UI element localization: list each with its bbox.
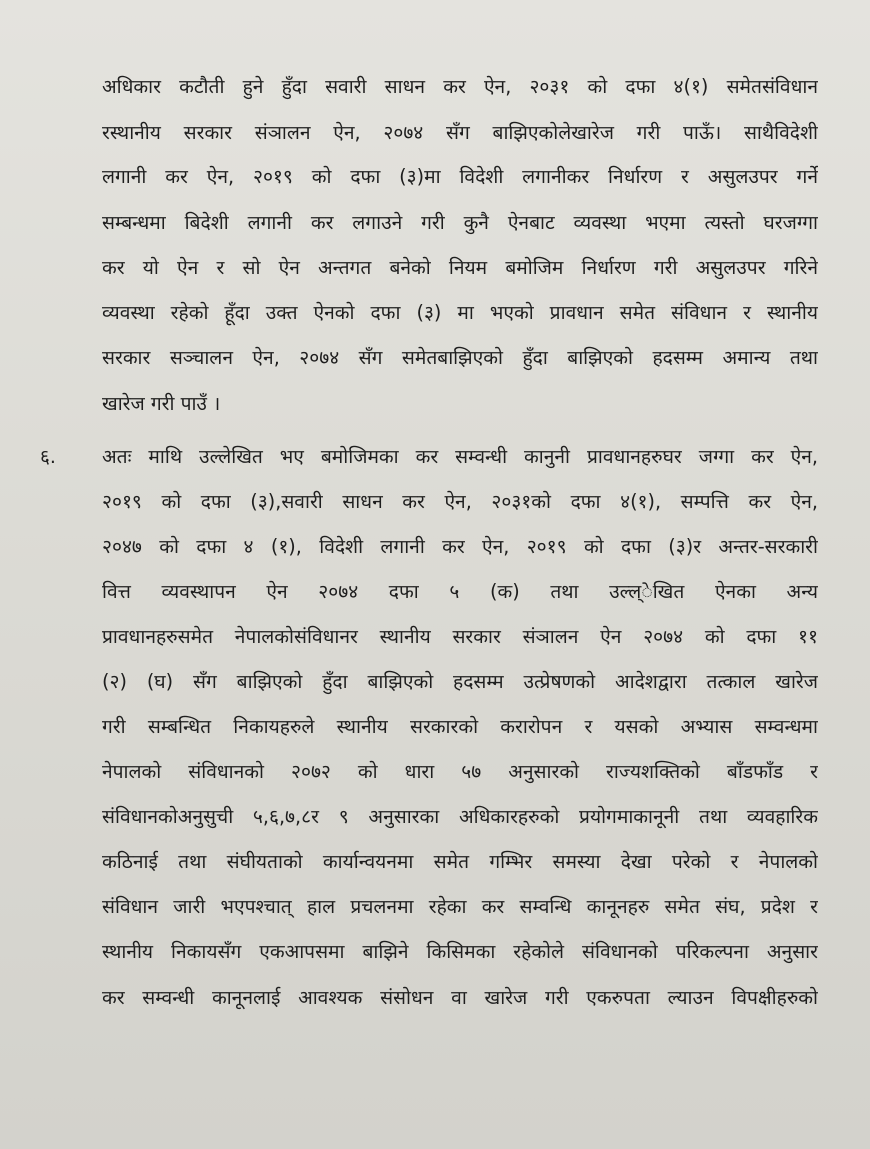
paragraph-number: ६.	[40, 446, 56, 468]
paragraph-2-line-11: संविधान जारी भएपश्चात् हाल प्रचलनमा रहेका कर सम्वन्धि कानूनहरु समेत संघ, प्रदेश र	[102, 895, 818, 918]
paragraph-2-line-7: गरी सम्बन्धित निकायहरुले स्थानीय सरकारको करारोपन र यसको अभ्यास सम्वन्धमा	[102, 715, 818, 738]
paragraph-2-line-4: वित्त व्यवस्थापन ऐन २०७४ दफा ५ (क) तथा उल्ल्ेखित ऐनका अन्य	[102, 580, 818, 603]
paragraph-1-line-2: रस्थानीय सरकार संञालन ऐन, २०७४ सँग बाझिएकोलेखारेज गरी पाऊँ। साथैविदेशी	[102, 121, 818, 144]
paragraph-2-line-12: स्थानीय निकायसँग एकआपसमा बाझिने किसिमका रहेकोले संविधानको परिकल्पना अनुसार	[102, 940, 818, 963]
paragraph-2-line-10: कठिनाई तथा संघीयताको कार्यान्वयनमा समेत गम्भिर समस्या देखा परेको र नेपालको	[102, 850, 818, 873]
paragraph-2-line-1: अतः माथि उल्लेखित भए बमोजिमका कर सम्वन्धी कानुनी प्रावधानहरुघर जग्गा कर ऐन,	[102, 445, 818, 468]
paragraph-1-line-4: सम्बन्धमा बिदेशी लगानी कर लगाउने गरी कुनै ऐनबाट व्यवस्था भएमा त्यस्तो घरजग्गा	[102, 211, 818, 234]
paragraph-2-line-13: कर सम्वन्धी कानूनलाई आवश्यक संसोधन वा खारेज गरी एकरुपता ल्याउन विपक्षीहरुको	[102, 986, 818, 1009]
paragraph-1-line-7: सरकार सञ्चालन ऐन, २०७४ सँग समेतबाझिएको हुँदा बाझिएको हदसम्म अमान्य तथा	[102, 346, 818, 369]
paragraph-2-line-8: नेपालको संविधानको २०७२ को धारा ५७ अनुसारको राज्यशक्तिको बाँडफाँड र	[102, 760, 818, 783]
paragraph-1-line-1: अधिकार कटौती हुने हुँदा सवारी साधन कर ऐन, २०३१ को दफा ४(१) समेतसंविधान	[102, 75, 818, 98]
paragraph-2-line-9: संविधानकोअनुसुची ५,६,७,८र ९ अनुसारका अधिकारहरुको प्रयोगमाकानूनी तथा व्यवहारिक	[102, 805, 818, 828]
paragraph-1-line-5: कर यो ऐन र सो ऐन अन्तगत बनेको नियम बमोजिम निर्धारण गरी असुलउपर गरिने	[102, 256, 818, 279]
paragraph-2-line-5: प्रावधानहरुसमेत नेपालकोसंविधानर स्थानीय सरकार संञालन ऐन २०७४ को दफा ११	[102, 625, 818, 648]
paragraph-1-line-3: लगानी कर ऐन, २०१९ को दफा (३)मा विदेशी लगानीकर निर्धारण र असुलउपर गर्ने	[102, 165, 818, 188]
paragraph-2-line-3: २०४७ को दफा ४ (१), विदेशी लगानी कर ऐन, २०१९ को दफा (३)र अन्तर-सरकारी	[102, 535, 818, 558]
paragraph-2-line-6: (२) (घ) सँग बाझिएको हुँदा बाझिएको हदसम्म उत्प्रेषणको आदेशद्वारा तत्काल खारेज	[102, 670, 818, 693]
paragraph-2-line-2: २०१९ को दफा (३),सवारी साधन कर ऐन, २०३१को दफा ४(१), सम्पत्ति कर ऐन,	[102, 490, 818, 513]
paragraph-1-line-6: व्यवस्था रहेको हूँदा उक्त ऐनको दफा (३) मा भएको प्रावधान समेत संविधान र स्थानीय	[102, 301, 818, 324]
paragraph-1-line-8: खारेज गरी पाउँ ।	[102, 392, 221, 415]
